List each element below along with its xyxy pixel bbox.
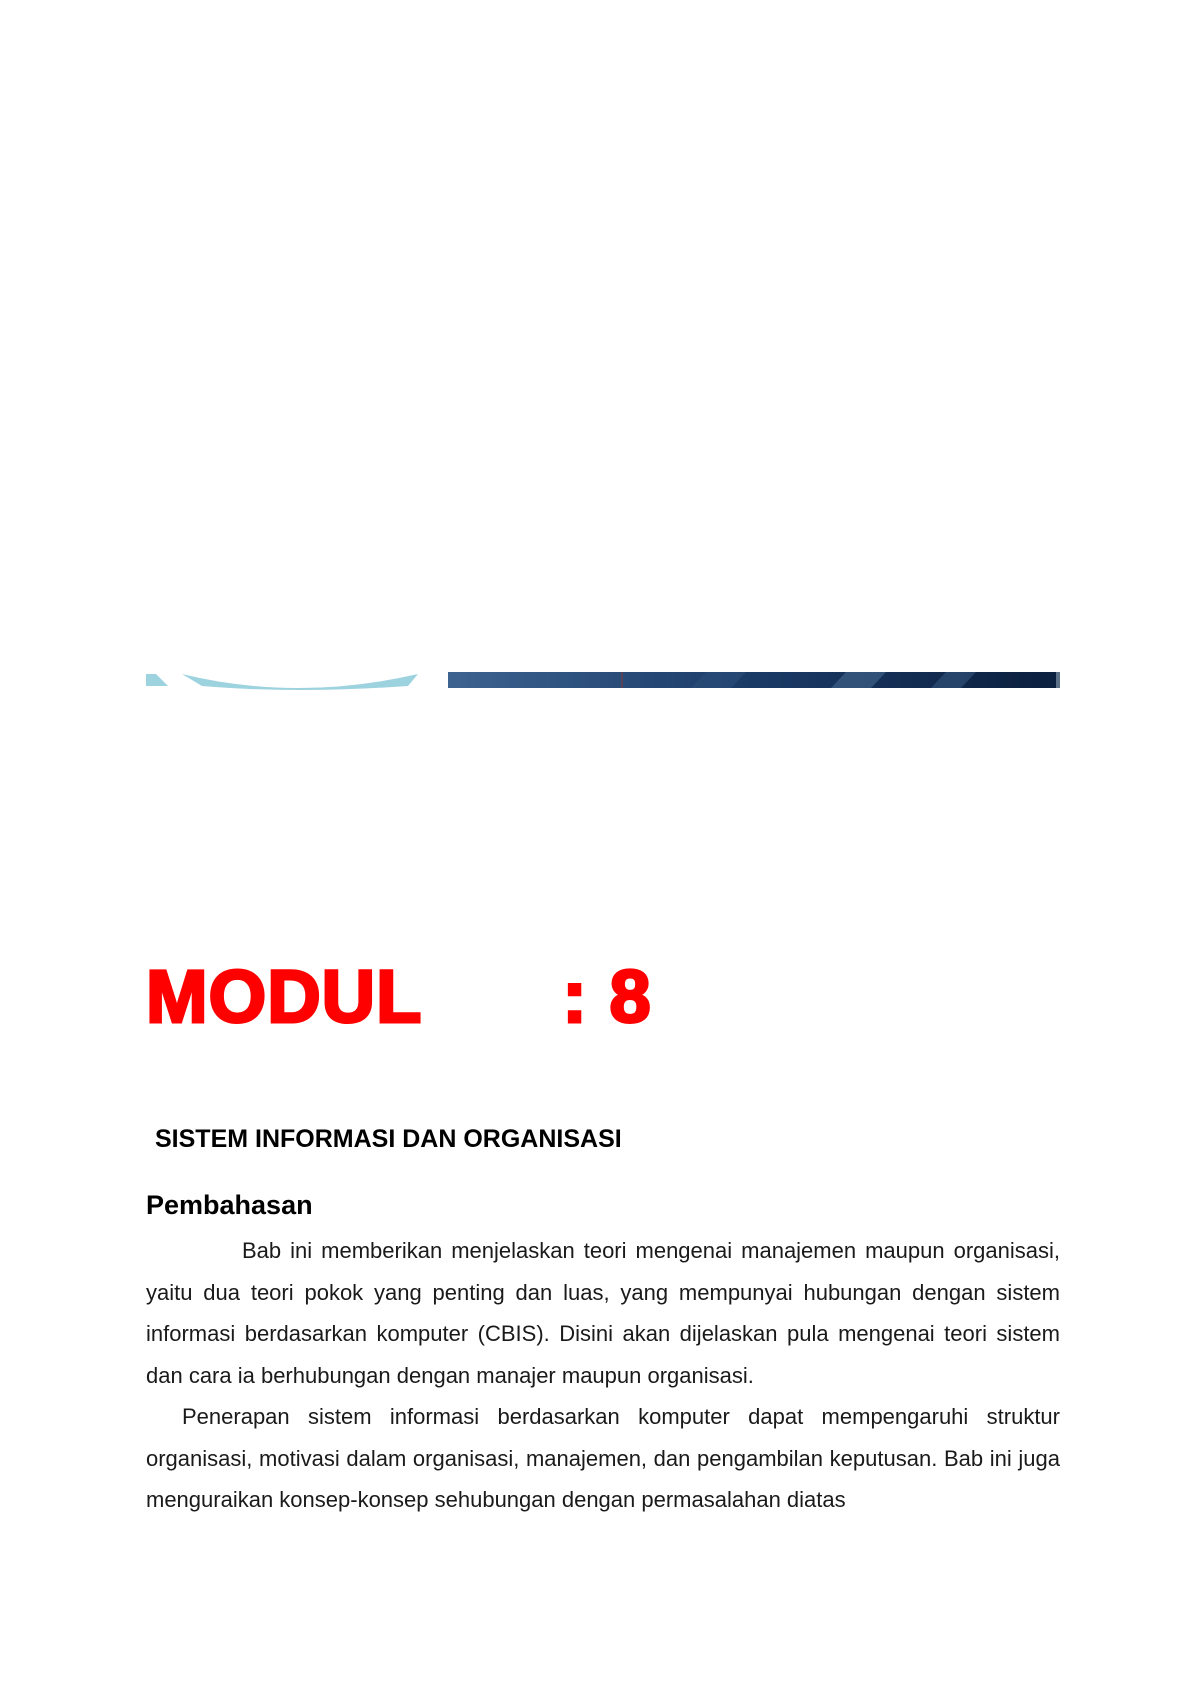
subject-title: SISTEM INFORMASI DAN ORGANISASI	[155, 1125, 622, 1153]
banner-light-blue-arc	[182, 674, 418, 690]
paragraph-2: Penerapan sistem informasi berdasarkan komputer dapat mempengaruhi struktur organisasi, motivasi dalam organisasi, manajemen, dan pengambilan keputusan. Bab ini juga menguraikan konsep-konsep sehubungan dengan permasalahan diatas	[146, 1404, 1060, 1512]
section-heading: Pembahasan	[146, 1190, 313, 1220]
module-number: 8	[609, 955, 652, 1038]
banner-light-blue-curve	[146, 674, 168, 686]
decorative-header-banner	[146, 672, 1060, 700]
module-title	[146, 952, 652, 1042]
module-separator: :	[562, 955, 588, 1038]
banner-graphic	[146, 672, 1060, 700]
paragraph-1: Bab ini memberikan menjelaskan teori mengenai manajemen maupun organisasi, yaitu dua teori pokok yang penting dan luas, yang mempunyai hubungan dengan sistem informasi berdasarkan komputer (CBIS). Disini akan dijelaskan pula mengenai teori sistem dan cara ia berhubungan dengan manajer maupun organisasi.	[146, 1238, 1060, 1388]
module-label: MODUL	[146, 955, 423, 1038]
banner-end-mark	[1056, 672, 1060, 688]
body-text	[146, 1230, 1060, 1521]
